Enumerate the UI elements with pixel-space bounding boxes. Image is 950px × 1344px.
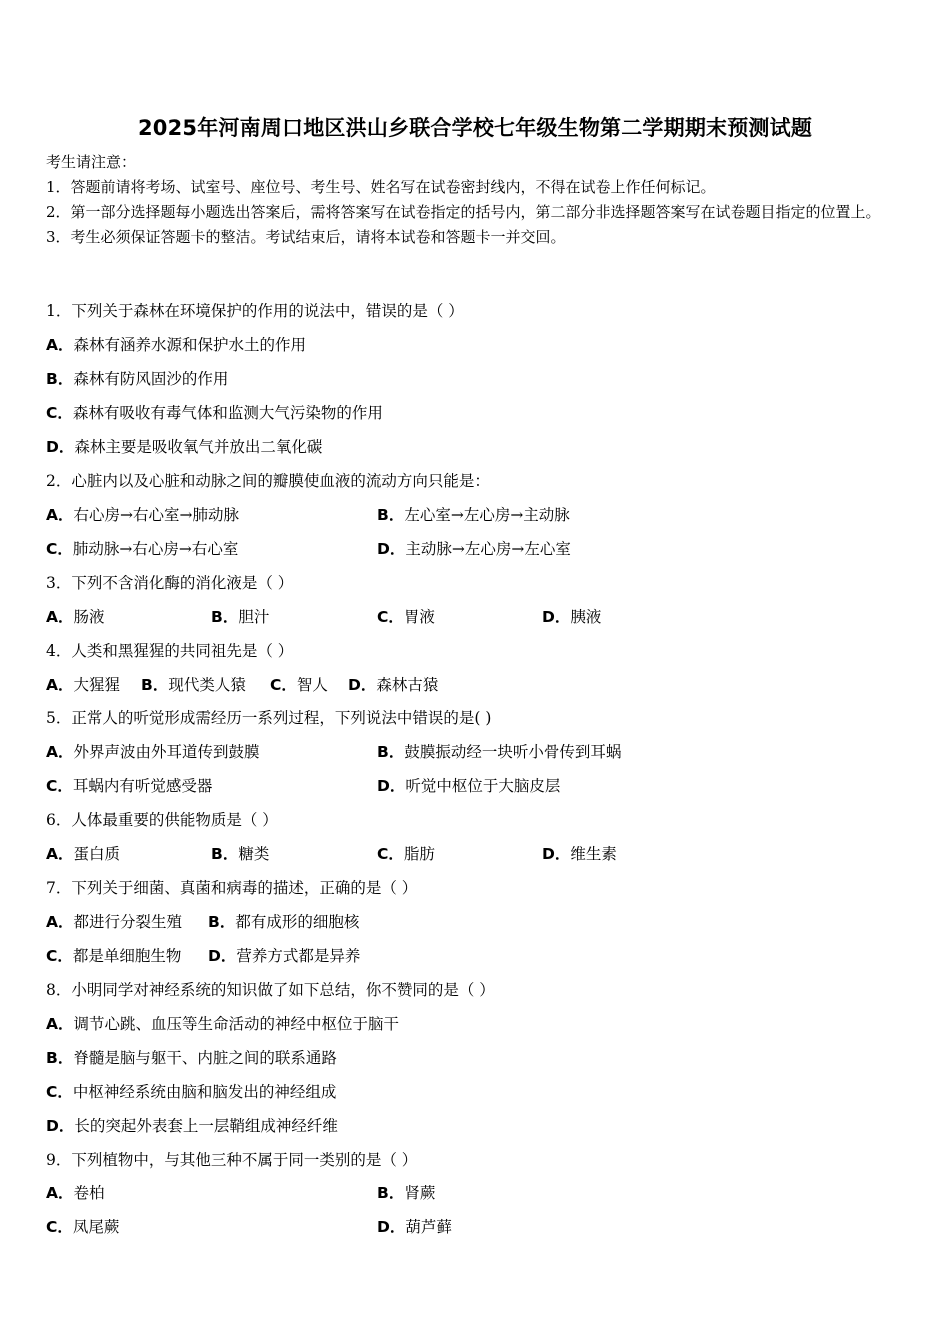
option <box>46 775 212 797</box>
option <box>377 504 570 526</box>
notice-heading: 考生请注意： <box>46 153 137 171</box>
option <box>270 674 328 696</box>
option-letter: A． <box>46 1184 74 1202</box>
option-letter: A． <box>46 608 74 626</box>
option-letter: D． <box>377 540 406 558</box>
option <box>377 741 621 763</box>
option-text: 都进行分裂生殖 <box>73 913 183 931</box>
option-letter: C． <box>46 1083 73 1101</box>
option-text: 肠液 <box>73 608 105 626</box>
option <box>46 1013 399 1035</box>
option-text: 外界声波由外耳道传到鼓膜 <box>73 743 260 761</box>
question-stem: 2．心脏内以及心脏和动脉之间的瓣膜使血液的流动方向只能是： <box>46 472 490 490</box>
option <box>542 606 601 628</box>
option-letter: B． <box>208 913 236 931</box>
option-letter: C． <box>46 777 73 795</box>
option-letter: D． <box>377 1218 406 1236</box>
option <box>46 538 238 560</box>
option-text: 胃液 <box>403 608 435 626</box>
option-letter: B． <box>141 676 169 694</box>
option <box>46 402 383 424</box>
option <box>46 1047 337 1069</box>
option <box>46 1216 119 1238</box>
option-text: 营养方式都是异养 <box>236 947 361 965</box>
option-text: 中枢神经系统由脑和脑发出的神经组成 <box>72 1083 337 1101</box>
question-stem: 4．人类和黑猩猩的共同祖先是（ ） <box>46 642 294 660</box>
option-letter: B． <box>377 1184 405 1202</box>
option-text: 卷柏 <box>73 1184 105 1202</box>
option-letter: A． <box>46 845 74 863</box>
option-text: 森林主要是吸收氧气并放出二氧化碳 <box>74 438 323 456</box>
option-letter: D． <box>348 676 377 694</box>
option-letter: C． <box>377 845 404 863</box>
option <box>208 945 360 967</box>
option-letter: B． <box>211 608 239 626</box>
option-text: 听觉中枢位于大脑皮层 <box>405 777 561 795</box>
option-letter: A． <box>46 676 74 694</box>
notice-item: 3．考生必须保证答题卡的整洁。考试结束后，请将本试卷和答题卡一并交回。 <box>46 228 566 246</box>
option-text: 脊髓是脑与躯干、内脏之间的联系通路 <box>73 1049 337 1067</box>
option-letter: A． <box>46 743 74 761</box>
option-text: 大猩猩 <box>73 676 121 694</box>
question-stem: 8．小明同学对神经系统的知识做了如下总结，你不赞同的是（ ） <box>46 981 495 999</box>
option-letter: D． <box>46 438 75 456</box>
notice-item: 1．答题前请将考场、试室号、座位号、考生号、姓名写在试卷密封线内，不得在试卷上作任何标记。 <box>46 178 716 196</box>
option-text: 蛋白质 <box>73 845 121 863</box>
option-text: 肺动脉→右心房→右心室 <box>72 540 239 558</box>
option-letter: D． <box>46 1117 75 1135</box>
option <box>377 1182 435 1204</box>
option-text: 森林有防风固沙的作用 <box>73 370 229 388</box>
option-text: 左心室→左心房→主动脉 <box>404 506 570 524</box>
option <box>377 843 435 865</box>
exam-notice <box>46 150 906 250</box>
option <box>46 1182 105 1204</box>
option <box>377 538 571 560</box>
option-text: 右心房→右心室→肺动脉 <box>73 506 239 524</box>
option-letter: C． <box>46 404 73 422</box>
option-letter: B． <box>46 1049 74 1067</box>
option <box>46 606 105 628</box>
option-letter: D． <box>542 608 571 626</box>
question-stem: 7．下列关于细菌、真菌和病毒的描述，正确的是（ ） <box>46 879 418 897</box>
question-stem: 9．下列植物中，与其他三种不属于同一类别的是（ ） <box>46 1151 418 1169</box>
option-letter: C． <box>46 540 73 558</box>
question-stem: 5．正常人的听觉形成需经历一系列过程，下列说法中错误的是( ) <box>46 709 492 727</box>
option <box>542 843 617 865</box>
option-text: 胆汁 <box>238 608 270 626</box>
option-text: 森林有涵养水源和保护水土的作用 <box>73 336 307 354</box>
option-text: 智人 <box>296 676 328 694</box>
option <box>211 606 269 628</box>
option <box>211 843 269 865</box>
question-stem: 6．人体最重要的供能物质是（ ） <box>46 811 278 829</box>
option <box>46 1081 336 1103</box>
option-text: 鼓膜振动经一块听小骨传到耳蜗 <box>404 743 622 761</box>
option-letter: C． <box>377 608 404 626</box>
option-text: 现代类人猿 <box>168 676 246 694</box>
option-text: 脂肪 <box>403 845 435 863</box>
option <box>46 334 306 356</box>
option-text: 主动脉→左心房→左心室 <box>405 540 571 558</box>
option-letter: B． <box>377 506 405 524</box>
option-letter: B． <box>377 743 405 761</box>
option-text: 森林古猿 <box>376 676 439 694</box>
option <box>46 504 239 526</box>
option <box>377 606 435 628</box>
option <box>141 674 246 696</box>
option-letter: B． <box>211 845 239 863</box>
option-text: 都有成形的细胞核 <box>235 913 360 931</box>
option-letter: D． <box>208 947 237 965</box>
option-letter: A． <box>46 336 74 354</box>
option-text: 耳蜗内有听觉感受器 <box>72 777 213 795</box>
option-text: 糖类 <box>238 845 270 863</box>
question-stem: 1．下列关于森林在环境保护的作用的说法中，错误的是（ ） <box>46 302 464 320</box>
option <box>46 843 120 865</box>
page-title: 2025年河南周口地区洪山乡联合学校七年级生物第二学期期末预测试题 <box>137 116 813 140</box>
notice-item: 2．第一部分选择题每小题选出答案后，需将答案写在试卷指定的括号内，第二部分非选择题答案写在试卷题目指定的位置上。 <box>46 203 881 221</box>
option-letter: C． <box>270 676 297 694</box>
option <box>46 436 322 458</box>
option-text: 胰液 <box>570 608 602 626</box>
option <box>46 741 260 763</box>
option-text: 维生素 <box>570 845 617 863</box>
option-text: 葫芦藓 <box>405 1218 452 1236</box>
option-text: 调节心跳、血压等生命活动的神经中枢位于脑干 <box>73 1015 400 1033</box>
option-letter: A． <box>46 506 74 524</box>
option-text: 森林有吸收有毒气体和监测大气污染物的作用 <box>72 404 383 422</box>
option <box>46 945 181 967</box>
option <box>377 1216 452 1238</box>
option <box>46 1115 338 1137</box>
option <box>208 911 359 933</box>
option-text: 都是单细胞生物 <box>72 947 182 965</box>
option <box>377 775 560 797</box>
option-letter: C． <box>46 1218 73 1236</box>
option-letter: B． <box>46 370 74 388</box>
option-letter: D． <box>542 845 571 863</box>
option-letter: D． <box>377 777 406 795</box>
option <box>348 674 438 696</box>
question-stem: 3．下列不含消化酶的消化液是（ ） <box>46 574 294 592</box>
option-letter: C． <box>46 947 73 965</box>
option-text: 肾蕨 <box>404 1184 436 1202</box>
option-letter: A． <box>46 913 74 931</box>
option <box>46 674 120 696</box>
option-text: 长的突起外表套上一层鞘组成神经纤维 <box>74 1117 338 1135</box>
option-text: 凤尾蕨 <box>72 1218 120 1236</box>
option <box>46 911 182 933</box>
option-letter: A． <box>46 1015 74 1033</box>
option <box>46 368 228 390</box>
